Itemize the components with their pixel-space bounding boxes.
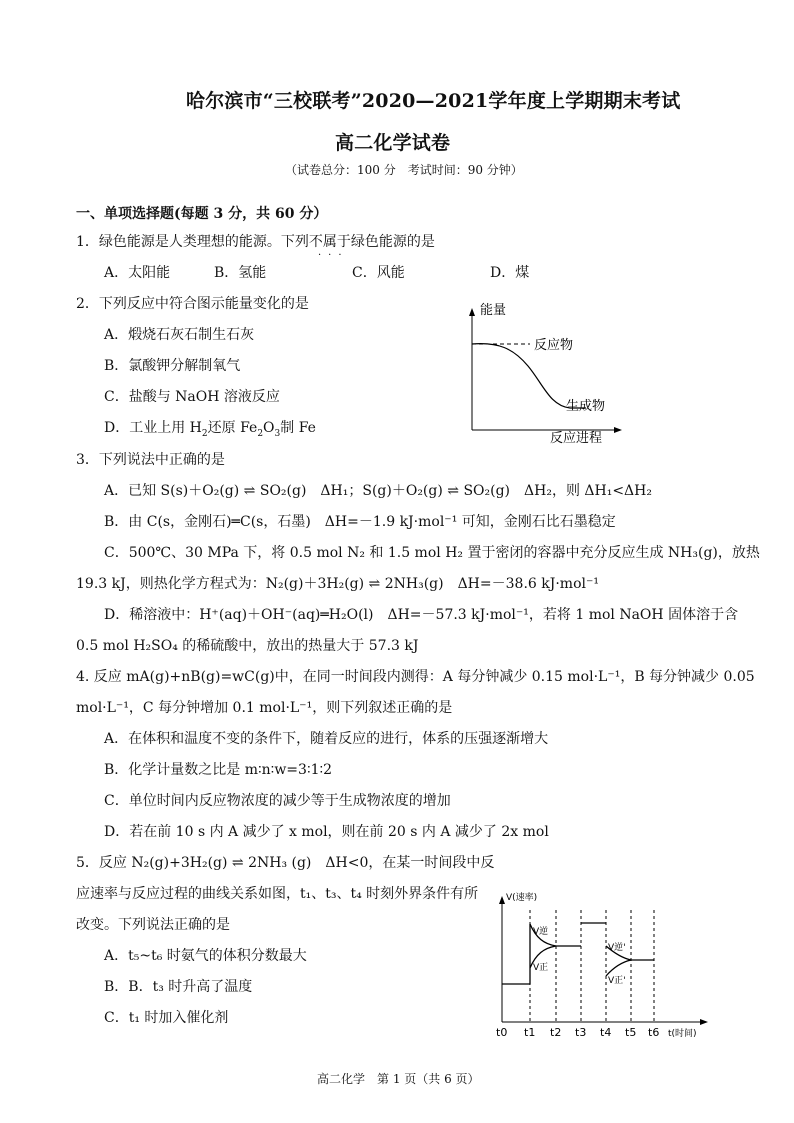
- energy-diagram: [458, 296, 628, 448]
- q2-option-a: A．煅烧石灰石制生石灰: [104, 327, 255, 343]
- rate-y-label: V(速率): [506, 893, 538, 903]
- reactant-label: 反应物: [534, 338, 574, 353]
- q3-option-d-line1: D．稀溶液中：H⁺(aq)＋OH⁻(aq)═H₂O(l) ΔH=－57.3 kJ·mol⁻¹，若将 1 mol NaOH 固体溶于含: [104, 607, 739, 623]
- rate-y-arrow: [499, 896, 505, 904]
- q5-option-c: C．t₁ 时加入催化剂: [104, 1010, 229, 1026]
- energy-y-label: 能量: [480, 303, 507, 318]
- q4-option-a: A．在体积和温度不变的条件下，随着反应的进行，体系的压强逐渐增大: [104, 731, 549, 747]
- q4-option-d: D．若在前 10 s 内 A 减少了 x mol，则在前 20 s 内 A 减少了 2x mol: [104, 824, 549, 840]
- q3-option-a: A．已知 S(s)＋O₂(g) ⇌ SO₂(g) ΔH₁；S(g)＋O₂(g) ⇌ SO₂(g) ΔH₂，则 ΔH₁<ΔH₂: [104, 483, 652, 499]
- q4-option-b: B．化学计量数之比是 m∶n∶w=3∶1∶2: [104, 762, 333, 778]
- q1-option-a: A．太阳能: [104, 265, 171, 281]
- q4-stem-line1: 4. 反应 mA(g)+nB(g)=wC(g)中，在同一时间段内测得：A 每分钟减少 0.15 mol·L⁻¹，B 每分钟减少 0.05: [76, 669, 755, 685]
- q2-option-d: D．工业上用 $H_2$还原 $Fe_2O_3$制 Fe: [104, 420, 316, 439]
- emphasis-dots: ···: [318, 250, 349, 261]
- q2-stem: 2．下列反应中符合图示能量变化的是: [76, 296, 309, 312]
- q3-stem: 3．下列说法中正确的是: [76, 452, 225, 468]
- q5-stem-line3: 改变。下列说法正确的是: [76, 917, 230, 933]
- rate-time-graph: [488, 888, 716, 1040]
- tick-t6: t6: [648, 1026, 660, 1039]
- q3-option-b: B．由 C(s，金刚石)═C(s，石墨) ΔH=－1.9 kJ·mol⁻¹ 可知，金刚石比石墨稳定: [104, 514, 616, 530]
- x-axis-arrow: [614, 427, 622, 433]
- q2-option-c: C．盐酸与 NaOH 溶液反应: [104, 389, 280, 405]
- tick-t3: t3: [575, 1026, 587, 1039]
- q1-option-c: C．风能: [352, 265, 405, 281]
- tick-t0: t0: [496, 1026, 508, 1039]
- q5-stem-line1: 5．反应 N₂(g)+3H₂(g) ⇌ 2NH₃ (g) ΔH<0，在某一时间段中反: [76, 855, 495, 871]
- q3-option-c-line2: 19.3 kJ，则热化学方程式为：N₂(g)＋3H₂(g) ⇌ 2NH₃(g) ΔH=－38.6 kJ·mol⁻¹: [76, 576, 599, 592]
- q4-option-c: C．单位时间内反应物浓度的减少等于生成物浓度的增加: [104, 793, 451, 809]
- v-fwd2-curve: [606, 960, 631, 976]
- q1-option-d: D．煤: [490, 265, 530, 281]
- q4-stem-line2: mol·L⁻¹，C 每分钟增加 0.1 mol·L⁻¹，则下列叙述正确的是: [76, 700, 453, 716]
- exam-info: （试卷总分：100 分 考试时间：90 分钟）: [285, 163, 523, 177]
- tick-t5: t5: [625, 1026, 637, 1039]
- section-heading: 一、单项选择题(每题 3 分，共 60 分）: [76, 206, 328, 222]
- v-fwd-label: V正: [533, 963, 549, 973]
- tick-t1: t1: [524, 1026, 536, 1039]
- paper-subtitle: 高二化学试卷: [335, 132, 451, 154]
- v-rev-label: V逆: [533, 927, 549, 937]
- product-label: 生成物: [566, 399, 606, 414]
- v-fwd2-label: V正': [608, 976, 626, 986]
- q1-option-b: B．氢能: [214, 265, 267, 281]
- tick-t2: t2: [550, 1026, 562, 1039]
- q3-option-c-line1: C．500℃、30 MPa 下，将 0.5 mol N₂ 和 1.5 mol H₂ 置于密闭的容器中充分反应生成 NH₃(g)，放热: [104, 545, 760, 561]
- y-axis-arrow: [469, 308, 475, 316]
- time-axis-label: t(时间): [668, 1029, 697, 1039]
- q1-stem: 1．绿色能源是人类理想的能源。下列不属于绿色能源的是: [76, 234, 435, 250]
- q5-stem-line2: 应速率与反应过程的曲线关系如图，t₁、t₃、t₄ 时刻外界条件有所: [76, 886, 479, 902]
- q5-option-a: A．t₅~t₆ 时氨气的体积分数最大: [104, 948, 307, 964]
- tick-t4: t4: [600, 1026, 612, 1039]
- exam-title: 哈尔滨市“三校联考”2020—2021学年度上学期期末考试: [186, 90, 681, 112]
- q5-option-b: B．B．t₃ 时升高了温度: [104, 979, 253, 995]
- energy-x-label: 反应进程: [550, 431, 603, 446]
- rate-x-arrow: [700, 1019, 708, 1025]
- v-rev2-label: V逆': [608, 943, 626, 953]
- q2-option-b: B．氯酸钾分解制氧气: [104, 358, 241, 374]
- q3-option-d-line2: 0.5 mol H₂SO₄ 的稀硫酸中，放出的热量大于 57.3 kJ: [76, 638, 419, 654]
- page-footer: 高二化学 第 1 页（共 6 页）: [317, 1072, 480, 1086]
